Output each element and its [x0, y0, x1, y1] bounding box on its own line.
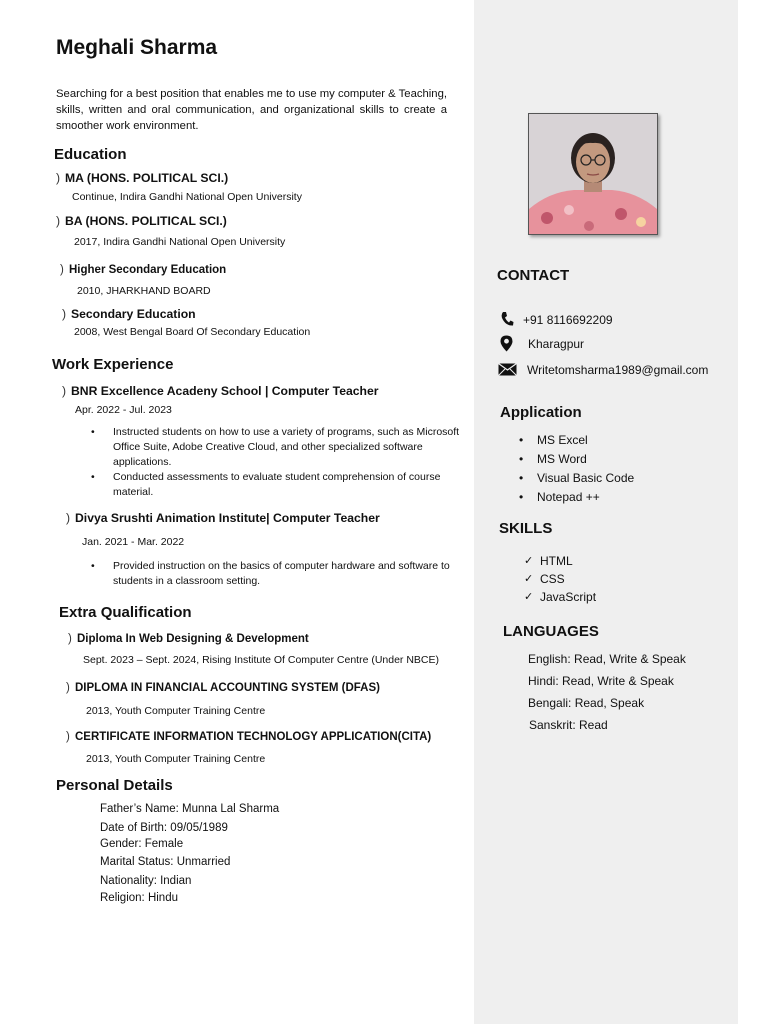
languages-heading: LANGUAGES: [503, 623, 599, 640]
education-item-detail: 2008, West Bengal Board Of Secondary Education: [74, 326, 311, 338]
work-heading: Work Experience: [52, 356, 174, 373]
list-item: ✓ HTML: [524, 554, 596, 572]
job-title: ) Divya Srushti Animation Institute| Computer Teacher: [66, 511, 380, 525]
location-pin-icon: [500, 335, 513, 357]
personal-detail-line: Religion: Hindu: [100, 892, 178, 904]
list-item: ✓ JavaScript: [524, 590, 596, 608]
list-item: • MS Excel: [517, 433, 634, 452]
personal-heading: Personal Details: [56, 777, 173, 794]
language-item: Bengali: Read, Speak: [528, 696, 645, 710]
profile-photo: [528, 113, 658, 235]
personal-detail-line: Father’s Name: Munna Lal Sharma: [100, 803, 280, 815]
language-item: Hindi: Read, Write & Speak: [528, 674, 674, 688]
education-item-title: ) MA (HONS. POLITICAL SCI.): [56, 171, 229, 185]
application-heading: Application: [500, 404, 582, 421]
list-item: • Provided instruction on the basics of computer hardware and software to students in a classroom setting.: [91, 559, 471, 589]
contact-email[interactable]: Writetomsharma1989@gmail.com: [527, 363, 709, 377]
contact-heading: CONTACT: [497, 267, 570, 284]
personal-detail-line: Date of Birth: 09/05/1989: [100, 822, 228, 834]
list-item: • MS Word: [517, 452, 634, 471]
education-item-title: ) Secondary Education: [62, 307, 196, 321]
job-dates: Apr. 2022 - Jul. 2023: [75, 404, 172, 416]
qualification-detail: 2013, Youth Computer Training Centre: [86, 753, 266, 765]
education-item-title: ) Higher Secondary Education: [60, 264, 227, 276]
list-item: • Instructed students on how to use a variety of programs, such as Microsoft Office Suite, Adobe Creative Cloud, and other specialized software applications.: [91, 425, 461, 470]
contact-location: Kharagpur: [528, 337, 585, 351]
application-list: [517, 433, 634, 509]
qualification-title: ) CERTIFICATE INFORMATION TECHNOLOGY APPLICATION(CITA): [66, 731, 432, 743]
skills-heading: SKILLS: [499, 520, 553, 537]
job-bullets: [91, 559, 471, 589]
job-bullets: [91, 425, 461, 500]
qualification-title: ) DIPLOMA IN FINANCIAL ACCOUNTING SYSTEM (DFAS): [66, 682, 380, 694]
envelope-icon: [498, 363, 517, 381]
extra-heading: Extra Qualification: [59, 604, 192, 621]
portrait-image: [529, 114, 657, 234]
language-item: English: Read, Write & Speak: [528, 652, 686, 666]
education-heading: Education: [54, 146, 127, 163]
candidate-name: Meghali Sharma: [56, 36, 218, 59]
list-item: ✓ CSS: [524, 572, 596, 590]
list-item: • Visual Basic Code: [517, 471, 634, 490]
language-item: Sanskrit: Read: [529, 718, 608, 732]
qualification-detail: 2013, Youth Computer Training Centre: [86, 705, 266, 717]
education-item-detail: Continue, Indira Gandhi National Open University: [72, 191, 302, 203]
personal-detail-line: Gender: Female: [100, 838, 184, 850]
personal-detail-line: Marital Status: Unmarried: [100, 856, 231, 868]
contact-phone[interactable]: +91 8116692209: [523, 313, 613, 327]
qualification-detail: Sept. 2023 – Sept. 2024, Rising Institute Of Computer Centre (Under NBCE): [83, 654, 440, 666]
summary: Searching for a best position that enables me to use my computer & Teaching, skills, written and oral communication, and organizational skills to create a smoother work environment.: [56, 88, 448, 132]
education-item-detail: 2017, Indira Gandhi National Open University: [74, 236, 286, 248]
education-item-title: ) BA (HONS. POLITICAL SCI.): [56, 214, 227, 228]
list-item: • Conducted assessments to evaluate student comprehension of course material.: [91, 470, 461, 500]
skills-list: [524, 554, 596, 608]
education-item-detail: 2010, JHARKHAND BOARD: [77, 285, 211, 297]
phone-icon: [500, 311, 514, 332]
job-dates: Jan. 2021 - Mar. 2022: [82, 536, 185, 548]
qualification-title: ) Diploma In Web Designing & Development: [68, 633, 309, 645]
job-title: ) BNR Excellence Acadeny School | Computer Teacher: [62, 384, 379, 398]
personal-detail-line: Nationality: Indian: [100, 875, 192, 887]
list-item: • Notepad ++: [517, 490, 634, 509]
